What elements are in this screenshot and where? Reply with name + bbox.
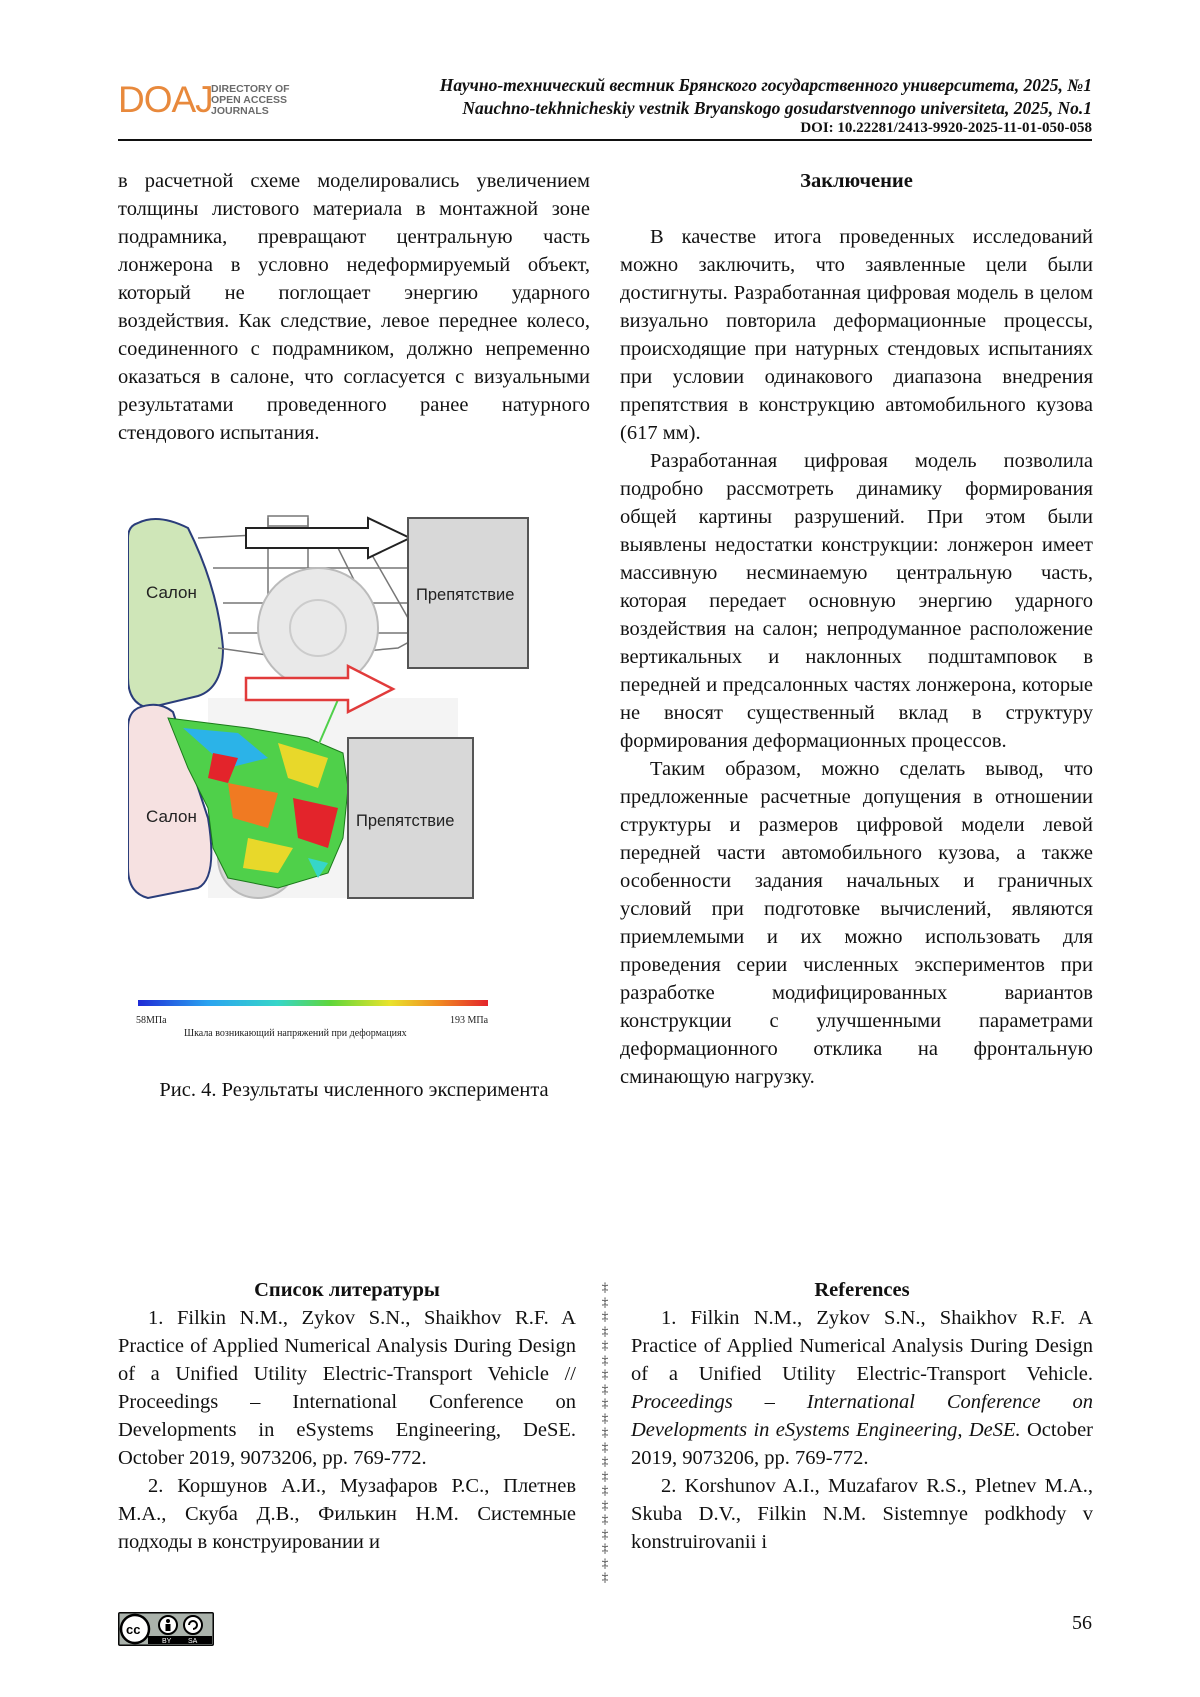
reference-en-1-authors: 1. Filkin N.M., Zykov S.N., Shaikhov R.F. A Practice of Applied Numerical Analysis During Design of a Unified Utility Electric-Transport Vehicle. xyxy=(631,1307,1093,1385)
doaj-sub-line-2: OPEN ACCESS xyxy=(211,94,288,106)
references-ru xyxy=(118,1276,576,1556)
cc-license-badge xyxy=(118,1612,214,1646)
doi-line: DOI: 10.22281/2413-9920-2025-11-01-050-058 xyxy=(800,120,1092,136)
right-column xyxy=(620,167,1093,1091)
by-text: BY xyxy=(162,1638,172,1645)
cc-text: cc xyxy=(126,1622,141,1637)
doaj-logo xyxy=(118,80,318,124)
scale-min-label: 58МПа xyxy=(136,1015,167,1026)
sa-text: SA xyxy=(188,1638,198,1645)
scale-max-label: 193 МПа xyxy=(450,1015,489,1026)
figure-label-obstacle-top: Препятствие xyxy=(416,586,515,604)
doaj-sub-line-3: JOURNALS xyxy=(211,105,269,117)
header-rule xyxy=(118,139,1092,141)
figure-label-salon-bottom: Салон xyxy=(146,807,197,826)
figure-4 xyxy=(128,508,588,1048)
journal-header xyxy=(440,74,1092,120)
references-en xyxy=(631,1276,1093,1556)
references-ru-title: Список литературы xyxy=(254,1279,440,1301)
reference-en-2: 2. Korshunov A.I., Muzafarov R.S., Pletnev M.A., Skuba D.V., Filkin N.M. Sistemnye podkhody v konstruirovanii i xyxy=(631,1475,1093,1553)
journal-title-en: Nauchno-tekhnicheskiy vestnik Bryanskogo gosudarstvennogo universiteta, 2025, No.1 xyxy=(462,98,1092,118)
figure-caption: Рис. 4. Результаты численного эксперимента xyxy=(159,1079,549,1101)
column-divider: ‡ ‡ ‡ ‡ ‡ ‡ ‡ ‡ ‡ ‡ ‡ ‡ ‡ ‡ ‡ ‡ ‡ ‡ ‡ ‡ ‡ xyxy=(601,1280,609,1584)
conclusion-paragraph-1: В качестве итога проведенных исследований можно заключить, что заявленные цели были достигнуты. Разработанная цифровая модель в целом визуально повторила деформационные процессы, происходящие при натурных стендовых испытаниях при условии одинакового диапазона внедрения препятствия в конструкцию автомобильного кузова (617 мм). xyxy=(620,226,1093,444)
stress-color-scale xyxy=(138,1000,488,1006)
left-paragraph: в расчетной схеме моделировались увеличением толщины листового материала в монтажной зоне подрамника, превращают центральную часть лонжерона в условно недеформируемый объект, который не поглощает энергию ударного воздействия. Как следствие, левое переднее колесо, соединенного с подрамником, должно непременно оказаться в салоне, что согласуется с визуальными результатами проведенного ранее натурного стендового испытания. xyxy=(118,170,590,444)
cc-license-icon xyxy=(118,1612,214,1646)
doaj-logo-mark: DOAJ xyxy=(118,79,213,120)
doaj-sub-line-1: DIRECTORY OF xyxy=(211,83,290,95)
arrow-top-icon xyxy=(246,518,410,558)
scale-title: Шкала возникающий напряжений при деформациях xyxy=(184,1028,407,1039)
figure-label-salon-top: Салон xyxy=(146,583,197,602)
conclusion-title: Заключение xyxy=(800,170,913,192)
page-number: 56 xyxy=(1072,1612,1092,1634)
reference-ru-2: 2. Коршунов А.И., Музафаров Р.С., Плетнев М.А., Скуба Д.В., Филькин Н.М. Системные подходы в конструировании и xyxy=(118,1475,576,1553)
salon-shape-top xyxy=(128,519,223,708)
conclusion-paragraph-2: Разработанная цифровая модель позволила подробно рассмотреть динамику формирования общей картины разрушений. При этом были выявлены недостатки конструкции: лонжерон имеет массивную несминаемую центральную часть, которая передает основную энергию ударного воздействия на салон; непродуманное расположение вертикальных и наклонных подштамповок в передней и предсалонных частях лонжерона, которые не вносят существенный вклад в структуру формирования деформационных процессов. xyxy=(620,450,1093,752)
reference-ru-1: 1. Filkin N.M., Zykov S.N., Shaikhov R.F. A Practice of Applied Numerical Analysis During Design of a Unified Utility Electric-Transport Vehicle // Proceedings – International Conference on Developments in eSystems Engineering, DeSE. October 2019, 9073206, pp. 769-772. xyxy=(118,1307,576,1469)
figure-4-graphic xyxy=(128,508,588,1048)
reference-en-1 xyxy=(631,1304,1093,1472)
conclusion-paragraph-3: Таким образом, можно сделать вывод, что предложенные расчетные допущения в отношении структуры и размеров цифровой модели левой передней части автомобильного кузова, а также особенности задания начальных и граничных условий при подготовке вычислений, являются приемлемыми и их можно использовать для проведения серии численных экспериментов при разработке модифицированных вариантов конструкции с улучшенными параметрами деформационного отклика на фронтальную сминающую нагрузку. xyxy=(620,758,1093,1088)
left-column xyxy=(118,167,590,447)
journal-title-ru: Научно-технический вестник Брянского государственного университета, 2025, №1 xyxy=(439,75,1092,95)
reference-en-1-tail: October 2019, 9073206, pp. 769-772. xyxy=(631,1419,1093,1469)
references-en-title: References xyxy=(814,1279,910,1301)
sa-share-icon xyxy=(184,1616,202,1634)
reference-en-1-venue: Proceedings – International Conference on Developments in eSystems Engineering, DeSE. xyxy=(631,1391,1093,1441)
figure-label-obstacle-bottom: Препятствие xyxy=(356,812,455,830)
doaj-logo-subtitle xyxy=(211,84,290,117)
wheel-top xyxy=(258,568,378,688)
